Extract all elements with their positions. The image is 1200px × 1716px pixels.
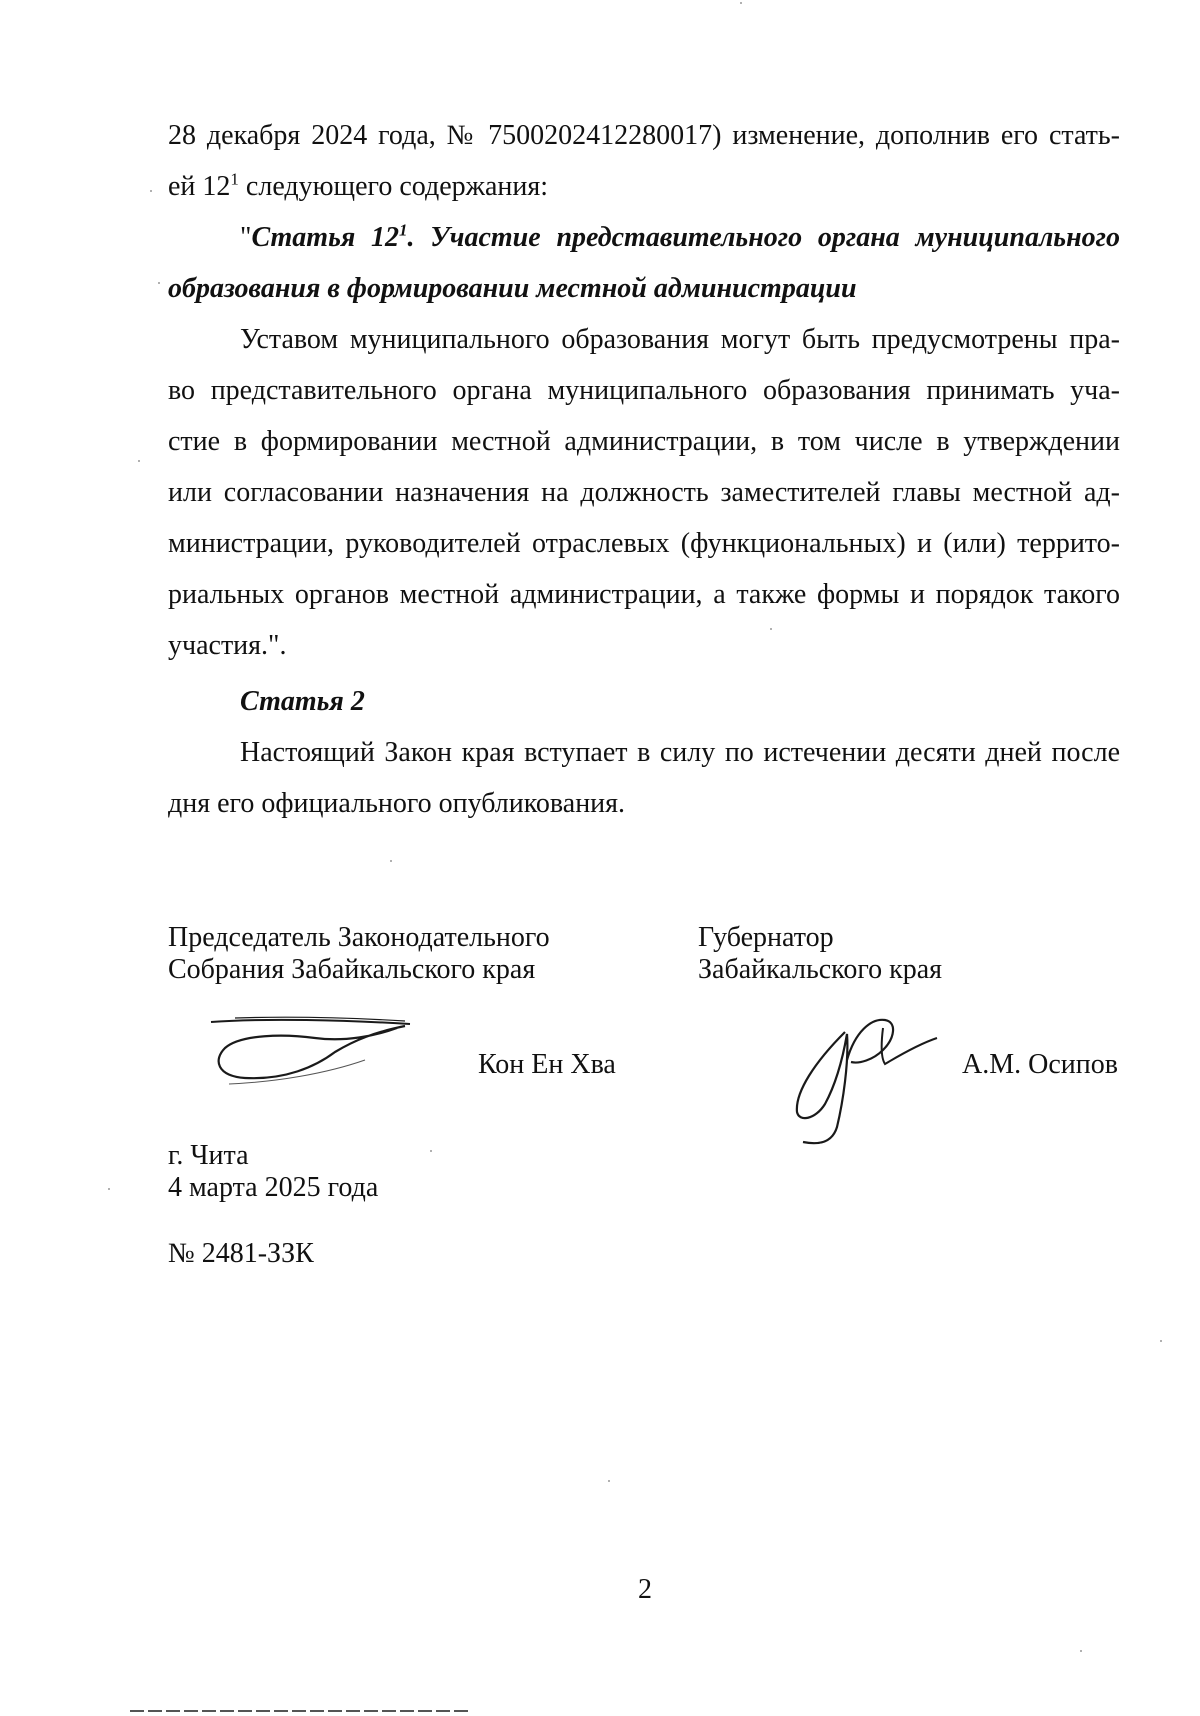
article-2-heading: Статья 2 bbox=[240, 686, 365, 717]
scan-speck bbox=[138, 460, 140, 462]
intro-line-2: ей $12^1$ следующего содержания: bbox=[168, 169, 549, 202]
intro-line-1: 28 декабря 2024 года, № 7500202412280017) изменение, дополнив его стать- bbox=[168, 120, 1120, 151]
article-2-line-2: дня его официального опубликования. bbox=[168, 788, 626, 819]
article-12-1-body-line: во представительного органа муниципального образования принимать уча- bbox=[168, 375, 1120, 406]
article-12-1-body-line: или согласовании назначения на должность заместителей главы местной ад- bbox=[168, 477, 1120, 508]
scan-speck bbox=[390, 860, 392, 862]
page-number: 2 bbox=[638, 1574, 652, 1605]
signing-date: 4 марта 2025 года bbox=[168, 1172, 379, 1203]
article-12-1-title: "Статья $12^1$. Участие представительного органа муниципального bbox=[240, 220, 1120, 253]
right-signatory-title bbox=[698, 922, 942, 986]
left-signatory-title-line-2: Собрания Забайкальского края bbox=[168, 954, 536, 985]
left-signatory-name: Кон Ен Хва bbox=[478, 1049, 616, 1080]
scan-speck bbox=[770, 628, 772, 630]
article-12-1-body-line: риальных органов местной администрации, а также формы и порядок такого bbox=[168, 579, 1120, 610]
article-12-1-body-line: стие в формировании местной администрации, в том числе в утверждении bbox=[168, 426, 1120, 457]
scan-speck bbox=[608, 1480, 610, 1482]
scan-speck bbox=[740, 2, 742, 4]
law-number: № 2481-ЗЗК bbox=[168, 1238, 314, 1269]
right-signature-image bbox=[785, 1012, 945, 1152]
article-12-1-title-line-2: образования в формировании местной администрации bbox=[168, 273, 857, 304]
left-signatory-title bbox=[168, 922, 550, 986]
article-2-line-1: Настоящий Закон края вступает в силу по истечении десяти дней после bbox=[240, 737, 1120, 768]
scan-speck bbox=[1160, 1340, 1162, 1342]
scan-speck bbox=[1080, 1650, 1082, 1652]
right-signatory-title-line-2: Забайкальского края bbox=[698, 954, 943, 985]
scan-speck bbox=[158, 282, 160, 284]
right-signatory-title-line-1: Губернатор bbox=[698, 922, 834, 953]
scan-speck bbox=[430, 1150, 432, 1152]
article-12-1-body-line: министрации, руководителей отраслевых (функциональных) и (или) террито- bbox=[168, 528, 1120, 559]
article-12-1-body-line: Уставом муниципального образования могут быть предусмотрены пра- bbox=[240, 324, 1120, 355]
scan-speck bbox=[150, 190, 152, 192]
left-signature-image bbox=[205, 1012, 415, 1092]
city: г. Чита bbox=[168, 1140, 249, 1171]
scan-speck bbox=[108, 1188, 110, 1190]
article-12-1-body-line: участия.". bbox=[168, 630, 287, 661]
right-signatory-name: А.М. Осипов bbox=[962, 1049, 1118, 1080]
scan-edge-artifact bbox=[130, 1710, 470, 1712]
left-signatory-title-line-1: Председатель Законодательного bbox=[168, 922, 550, 953]
